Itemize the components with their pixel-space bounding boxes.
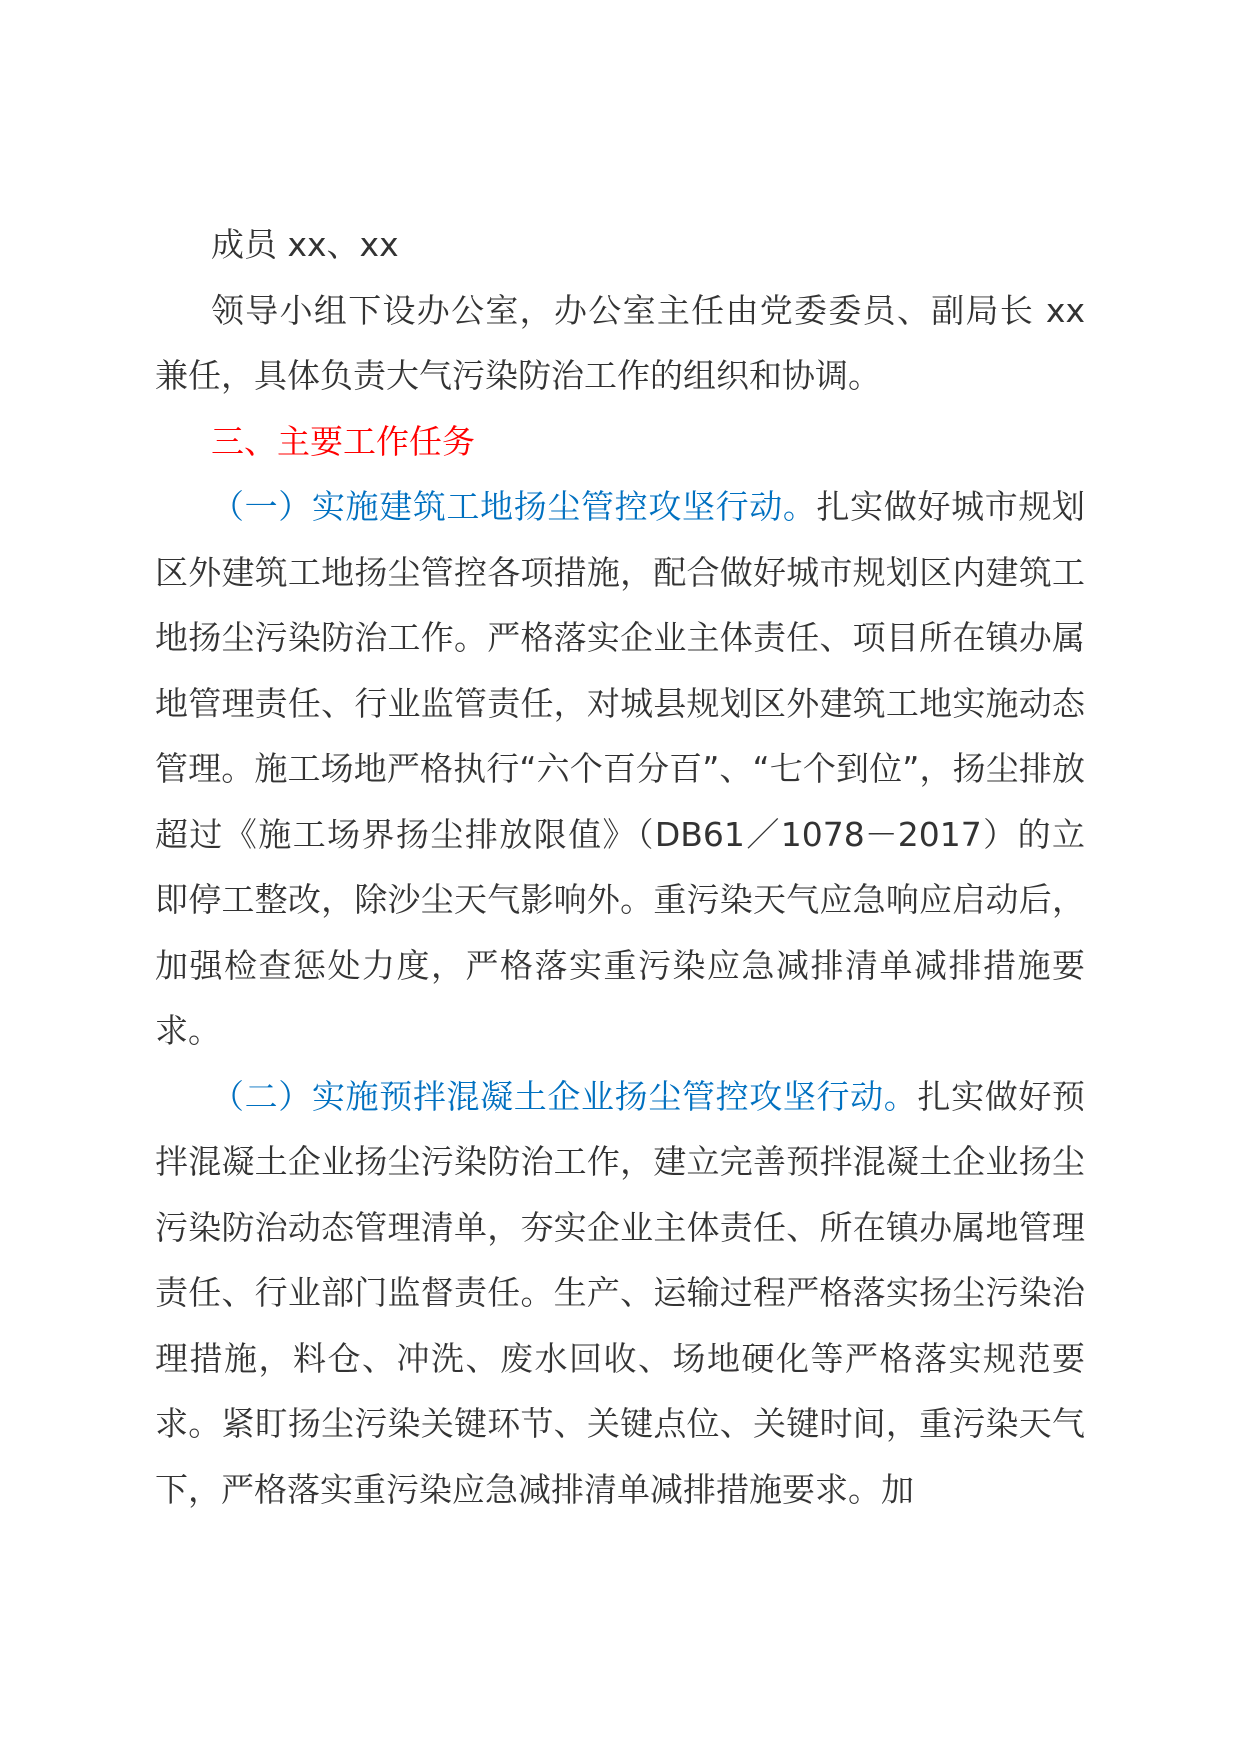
section-heading-text: 三、主要工作任务 bbox=[211, 421, 475, 461]
task-2-heading: （二）实施预拌混凝土企业扬尘管控攻坚行动。 bbox=[211, 1076, 918, 1116]
paragraph-members bbox=[155, 212, 1085, 278]
paragraph-task-concrete-dust bbox=[155, 1064, 1085, 1523]
task-1-heading: （一）实施建筑工地扬尘管控攻坚行动。 bbox=[211, 487, 817, 526]
office-text: 领导小组下设办公室，办公室主任由党委委员、副局长 xx 兼任，具体负责大气污染防治工作的组织和协调。 bbox=[155, 290, 1085, 395]
task-1-body: 扎实做好城市规划区外建筑工地扬尘管控各项措施，配合做好城市规划区内建筑工地扬尘污染防治工作。严格落实企业主体责任、项目所在镇办属地管理责任、行业监管责任，对城县规划区外建筑工地实施动态管理。施工场地严格执行“六个百分百”、“七个到位”，扬尘排放超过《施工场界扬尘排放限值》（DB61／1078－2017）的立即停工整改，除沙尘天气影响外。重污染天气应急响应启动后，加强检查惩处力度，严格落实重污染应急减排清单减排措施要求。 bbox=[155, 487, 1086, 1050]
members-text: 成员 xx、xx bbox=[211, 225, 399, 264]
document-body bbox=[155, 212, 1085, 1522]
task-2-body: 扎实做好预拌混凝土企业扬尘污染防治工作，建立完善预拌混凝土企业扬尘污染防治动态管理清单，夯实企业主体责任、所在镇办属地管理责任、行业部门监督责任。生产、运输过程严格落实扬尘污染治理措施，料仓、冲洗、废水回收、场地硬化等严格落实规范要求。紧盯扬尘污染关键环节、关键点位、关键时间，重污染天气下，严格落实重污染应急减排清单减排措施要求。加 bbox=[155, 1076, 1086, 1509]
section-heading-main-tasks bbox=[155, 409, 1085, 475]
paragraph-task-construction-dust bbox=[155, 474, 1085, 1064]
paragraph-office bbox=[155, 278, 1085, 409]
